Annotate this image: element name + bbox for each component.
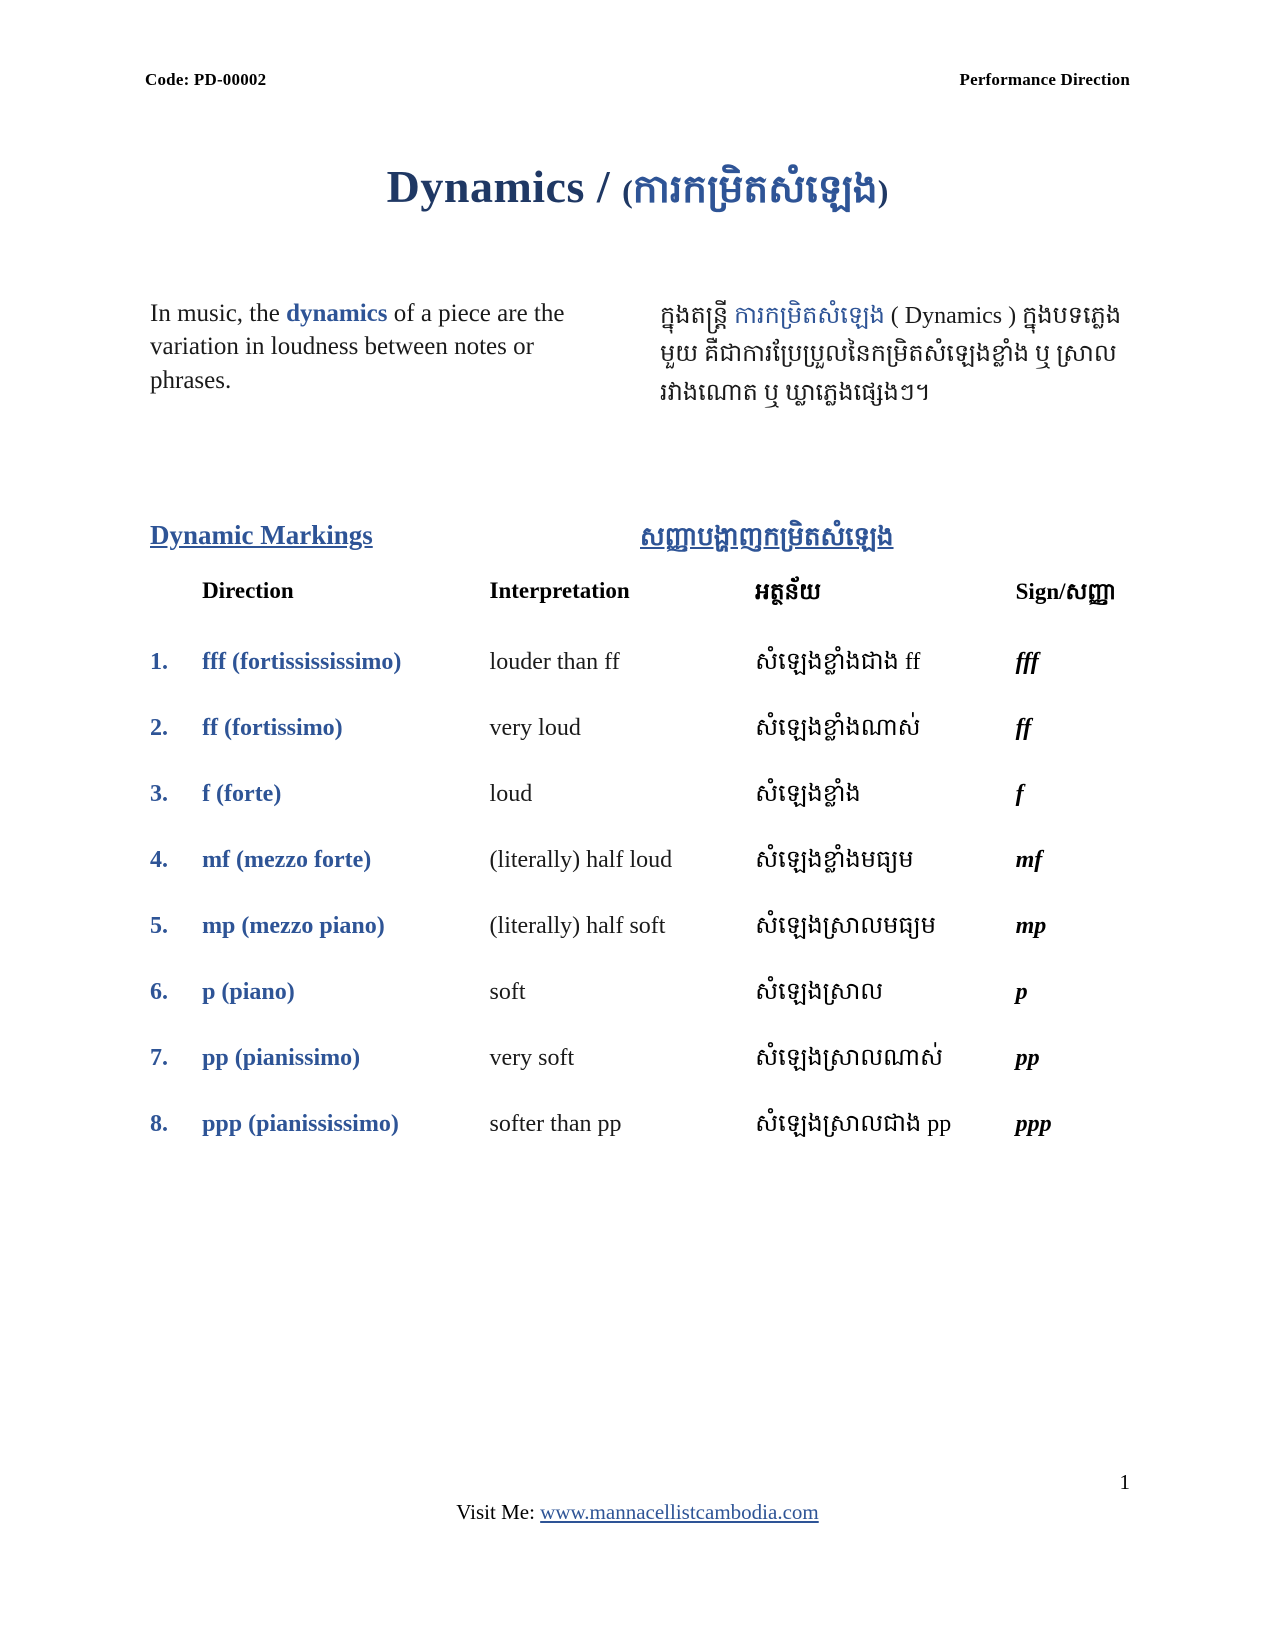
- row-number: 3.: [150, 781, 168, 807]
- table-row: [150, 977, 1135, 1043]
- header-category: Performance Direction: [959, 70, 1130, 89]
- row-sign: ff: [1015, 715, 1032, 741]
- row-khmer: សំឡេងខ្លាំងណាស់: [755, 715, 921, 741]
- intro-khmer-part2: ( Dynamics ) ក្នុងបទភ្លេងមួយ គឺជាការប្រែប្រួលនៃកម្រិតសំឡេងខ្លាំង ឬ ស្រាល រវាងណោត ឬ ឃ្លាភ្លេងផ្សេងៗ។: [660, 303, 1122, 406]
- table-row: [150, 1043, 1135, 1109]
- table-row: [150, 1109, 1135, 1175]
- row-interpretation: (literally) half loud: [489, 847, 673, 873]
- row-interpretation: very soft: [489, 1045, 575, 1071]
- row-direction: ppp (pianississimo): [202, 1111, 399, 1137]
- dynamics-table-wrapper: [150, 578, 1135, 1175]
- intro-section: [150, 297, 1135, 412]
- row-interpretation: very loud: [489, 715, 581, 741]
- table-header-direction: Direction: [202, 578, 294, 603]
- table-header-sign: Sign/សញ្ញា: [1015, 579, 1117, 604]
- title-open-paren: (: [622, 173, 633, 209]
- row-number: 5.: [150, 913, 168, 939]
- row-direction: p (piano): [202, 979, 295, 1005]
- section-heading-english: Dynamic Markings: [150, 520, 373, 550]
- table-header-spacer: [150, 578, 202, 647]
- table-row: [150, 911, 1135, 977]
- section-headings: [150, 520, 1135, 558]
- row-khmer: សំឡេងស្រាលជាង pp: [755, 1111, 952, 1137]
- row-interpretation: softer than pp: [489, 1111, 622, 1137]
- row-sign: f: [1015, 781, 1024, 807]
- document-header: [145, 70, 1130, 90]
- row-number: 7.: [150, 1045, 168, 1071]
- row-direction: ff (fortissimo): [202, 715, 343, 741]
- row-interpretation: loud: [489, 781, 533, 807]
- row-khmer: សំឡេងខ្លាំងជាង ff: [755, 649, 921, 675]
- row-direction: f (forte): [202, 781, 282, 807]
- intro-english-after: of a piece are the variation in loudness between notes or phrases.: [150, 300, 565, 394]
- title-close-paren: ): [877, 173, 889, 209]
- page-number: 1: [1119, 1470, 1130, 1494]
- document-footer: [0, 1500, 1275, 1525]
- row-number: 8.: [150, 1111, 168, 1137]
- table-row: [150, 845, 1135, 911]
- title-english: Dynamics /: [386, 161, 623, 212]
- row-khmer: សំឡេងស្រាល: [755, 979, 884, 1005]
- row-direction: mf (mezzo forte): [202, 847, 372, 873]
- row-khmer: សំឡេងស្រាលណាស់: [755, 1045, 943, 1071]
- intro-english-bold: dynamics: [286, 300, 388, 327]
- section-heading-khmer: សញ្ញាបង្ហាញកម្រិតសំឡេង: [640, 522, 894, 551]
- row-khmer: សំឡេងស្រាលមធ្យម: [755, 913, 936, 939]
- row-number: 4.: [150, 847, 168, 873]
- table-row: [150, 647, 1135, 713]
- row-number: 6.: [150, 979, 168, 1005]
- intro-khmer: [660, 297, 1135, 412]
- row-direction: pp (pianissimo): [202, 1045, 361, 1071]
- table-header-row: [150, 578, 1135, 647]
- row-interpretation: louder than ff: [489, 649, 620, 675]
- row-khmer: សំឡេងខ្លាំង: [755, 781, 861, 807]
- row-interpretation: (literally) half soft: [489, 913, 666, 939]
- row-direction: fff (fortissississimo): [202, 649, 402, 675]
- row-number: 2.: [150, 715, 168, 741]
- header-code: Code: PD-00002: [145, 70, 267, 89]
- row-sign: p: [1015, 979, 1028, 1005]
- row-sign: fff: [1015, 649, 1039, 675]
- table-row: [150, 779, 1135, 845]
- dynamics-table: [150, 578, 1135, 1175]
- row-sign: mp: [1015, 913, 1047, 939]
- row-direction: mp (mezzo piano): [202, 913, 385, 939]
- intro-khmer-highlight: ការកម្រិតសំឡេង: [734, 303, 885, 329]
- title-khmer: ការកម្រិតសំឡេង: [632, 168, 878, 211]
- row-interpretation: soft: [489, 979, 526, 1005]
- row-sign: ppp: [1015, 1111, 1052, 1137]
- intro-english: [150, 297, 620, 412]
- footer-website-link[interactable]: www.mannacellistcambodia.com: [540, 1500, 819, 1524]
- table-body: [150, 647, 1135, 1175]
- table-header-interpretation: Interpretation: [489, 578, 630, 603]
- page-title: [0, 160, 1275, 222]
- row-sign: mf: [1015, 847, 1043, 873]
- table-row: [150, 713, 1135, 779]
- row-khmer: សំឡេងខ្លាំងមធ្យម: [755, 847, 914, 873]
- intro-english-before: In music, the: [150, 300, 287, 327]
- table-header-khmer-meaning: អត្ថន័យ: [755, 579, 821, 604]
- intro-khmer-part1: ក្នុងតន្រ្តី: [660, 303, 735, 329]
- row-sign: pp: [1015, 1045, 1040, 1071]
- footer-label: Visit Me:: [456, 1500, 541, 1524]
- row-number: 1.: [150, 649, 168, 675]
